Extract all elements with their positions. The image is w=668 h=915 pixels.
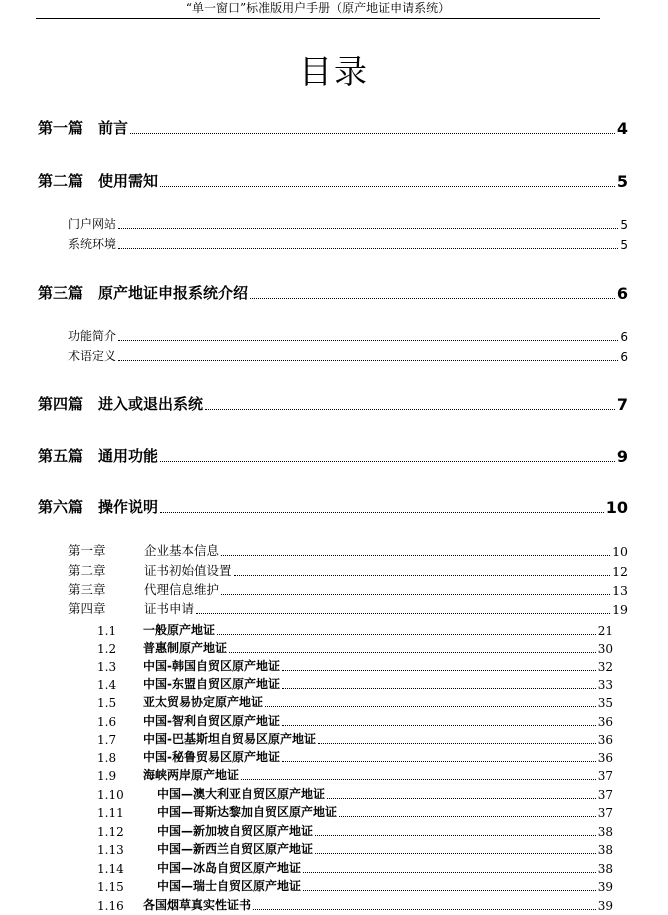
- item-title: 中国-智利自贸区原产地证: [143, 714, 280, 728]
- toc-item[interactable]: [97, 860, 613, 876]
- toc-chapter-3[interactable]: [68, 582, 628, 598]
- page-number: 39: [597, 880, 613, 894]
- dot-leader: [282, 688, 596, 689]
- page-number: 5: [620, 218, 628, 232]
- page-number: 37: [597, 788, 613, 802]
- dot-leader: [318, 743, 596, 744]
- toc-item[interactable]: [97, 731, 613, 747]
- item-number: 1.9: [97, 769, 117, 783]
- page-number: 37: [597, 769, 613, 783]
- item-title: 中国—澳大利亚自贸区原产地证: [157, 787, 326, 801]
- part-label: 第六篇: [38, 498, 84, 516]
- section-title: 系统环境: [68, 237, 117, 251]
- page-number: 35: [597, 696, 613, 710]
- dot-leader: [118, 248, 618, 249]
- dot-leader: [250, 298, 615, 299]
- dot-leader: [327, 798, 596, 799]
- dot-leader: [303, 872, 596, 873]
- page-number: 36: [597, 715, 613, 729]
- item-number: 1.10: [97, 788, 124, 802]
- dot-leader: [315, 835, 596, 836]
- part-label: 第三篇: [38, 284, 84, 302]
- page-number: 9: [616, 447, 628, 466]
- toc-item[interactable]: [97, 622, 613, 638]
- toc-part-3[interactable]: [38, 283, 628, 303]
- dot-leader: [130, 133, 615, 134]
- chapter-label: 第一章: [68, 543, 106, 558]
- item-title: 中国-巴基斯坦自贸易区原产地证: [143, 732, 316, 746]
- toc-item[interactable]: [97, 804, 613, 820]
- section-title: 术语定义: [68, 349, 117, 363]
- toc-chapter-2[interactable]: [68, 563, 628, 579]
- item-number: 1.2: [97, 642, 117, 656]
- dot-leader: [234, 575, 611, 576]
- page-number: 6: [620, 330, 628, 344]
- toc-item[interactable]: [97, 767, 613, 783]
- page-number: 10: [605, 498, 628, 517]
- toc-section-4[interactable]: [68, 348, 628, 364]
- item-number: 1.14: [97, 862, 124, 876]
- toc-item[interactable]: [97, 897, 613, 913]
- page-number: 7: [616, 395, 628, 414]
- dot-leader: [221, 594, 610, 595]
- page-number: 4: [616, 119, 628, 138]
- toc-item[interactable]: [97, 640, 613, 656]
- toc-section-1[interactable]: [68, 216, 628, 232]
- chapter-label: 第三章: [68, 582, 106, 597]
- toc-part-2[interactable]: [38, 171, 628, 191]
- item-number: 1.5: [97, 696, 117, 710]
- item-title: 亚太贸易协定原产地证: [143, 695, 264, 709]
- item-title: 中国-东盟自贸区原产地证: [143, 677, 280, 691]
- item-title: 海峡两岸原产地证: [143, 768, 240, 782]
- chapter-title: 代理信息维护: [144, 582, 220, 597]
- part-title: 使用需知: [98, 172, 159, 190]
- page-number: 33: [597, 678, 613, 692]
- toc-item[interactable]: [97, 786, 613, 802]
- item-title: 中国—冰岛自贸区原产地证: [157, 861, 302, 875]
- dot-leader: [241, 779, 596, 780]
- part-label: 第二篇: [38, 172, 84, 190]
- toc-part-5[interactable]: [38, 446, 628, 466]
- dot-leader: [265, 706, 596, 707]
- toc-section-2[interactable]: [68, 236, 628, 252]
- page-number: 5: [620, 238, 628, 252]
- item-number: 1.6: [97, 715, 117, 729]
- part-title: 原产地证申报系统介绍: [98, 284, 249, 302]
- dot-leader: [118, 340, 618, 341]
- part-title: 通用功能: [98, 447, 159, 465]
- dot-leader: [160, 186, 615, 187]
- dot-leader: [282, 761, 596, 762]
- dot-leader: [339, 816, 596, 817]
- dot-leader: [315, 853, 596, 854]
- item-number: 1.12: [97, 825, 124, 839]
- toc-part-1[interactable]: [38, 118, 628, 138]
- item-title: 中国-秘鲁贸易区原产地证: [143, 750, 280, 764]
- dot-leader: [217, 634, 596, 635]
- page-number: 21: [597, 624, 613, 638]
- dot-leader: [196, 613, 610, 614]
- toc-item[interactable]: [97, 694, 613, 710]
- toc-item[interactable]: [97, 878, 613, 894]
- toc-item[interactable]: [97, 658, 613, 674]
- toc-item[interactable]: [97, 841, 613, 857]
- page-number: 32: [597, 660, 613, 674]
- chapter-title: 企业基本信息: [144, 543, 220, 558]
- toc-item[interactable]: [97, 676, 613, 692]
- dot-leader: [160, 461, 615, 462]
- page-number: 5: [616, 172, 628, 191]
- page-number: 6: [616, 284, 628, 303]
- chapter-title: 证书初始值设置: [144, 563, 232, 578]
- page-number: 36: [597, 733, 613, 747]
- part-title: 前言: [98, 119, 129, 137]
- toc-section-3[interactable]: [68, 328, 628, 344]
- chapter-label: 第四章: [68, 601, 106, 616]
- chapter-label: 第二章: [68, 563, 106, 578]
- page-number: 12: [612, 564, 628, 579]
- dot-leader: [160, 512, 604, 513]
- chapter-title: 证书申请: [144, 601, 195, 616]
- item-title: 各国烟草真实性证书: [143, 898, 252, 912]
- toc-item[interactable]: [97, 823, 613, 839]
- toc-part-6[interactable]: [38, 497, 628, 517]
- page-number: 38: [597, 862, 613, 876]
- item-number: 1.7: [97, 733, 117, 747]
- dot-leader: [253, 909, 596, 910]
- part-label: 第五篇: [38, 447, 84, 465]
- dot-leader: [229, 652, 596, 653]
- page-number: 10: [612, 544, 628, 559]
- item-title: 普惠制原产地证: [143, 641, 228, 655]
- dot-leader: [221, 555, 610, 556]
- item-title: 一般原产地证: [143, 623, 216, 637]
- page-number: 36: [597, 751, 613, 765]
- page-title: 目录: [299, 52, 369, 91]
- page-number: 19: [612, 602, 628, 617]
- section-title: 功能简介: [68, 329, 117, 343]
- page-number: 38: [597, 825, 613, 839]
- item-number: 1.16: [97, 899, 124, 913]
- item-title: 中国—新加坡自贸区原产地证: [157, 824, 314, 838]
- part-title: 进入或退出系统: [98, 395, 204, 413]
- toc-item[interactable]: [97, 749, 613, 765]
- dot-leader: [303, 890, 596, 891]
- item-number: 1.4: [97, 678, 117, 692]
- page-number: 6: [620, 350, 628, 364]
- dot-leader: [118, 228, 618, 229]
- item-number: 1.13: [97, 843, 124, 857]
- page-number: 13: [612, 583, 628, 598]
- part-label: 第一篇: [38, 119, 84, 137]
- part-title: 操作说明: [98, 498, 159, 516]
- item-number: 1.15: [97, 880, 124, 894]
- page-number: 30: [597, 642, 613, 656]
- section-title: 门户网站: [68, 217, 117, 231]
- toc-chapter-4[interactable]: [68, 601, 628, 617]
- item-number: 1.11: [97, 806, 124, 820]
- item-number: 1.1: [97, 624, 117, 638]
- item-title: 中国-韩国自贸区原产地证: [143, 659, 280, 673]
- item-title: 中国—哥斯达黎加自贸区原产地证: [157, 805, 338, 819]
- dot-leader: [118, 360, 618, 361]
- dot-leader: [282, 670, 596, 671]
- page-number: 38: [597, 843, 613, 857]
- page-header: “单一窗口”标准版用户手册（原产地证申请系统）: [36, 0, 600, 19]
- toc-part-4[interactable]: [38, 394, 628, 414]
- part-label: 第四篇: [38, 395, 84, 413]
- dot-leader: [205, 409, 615, 410]
- dot-leader: [282, 725, 596, 726]
- toc-item[interactable]: [97, 713, 613, 729]
- toc-chapter-1[interactable]: [68, 543, 628, 559]
- page-number: 37: [597, 806, 613, 820]
- item-title: 中国—新西兰自贸区原产地证: [157, 842, 314, 856]
- page-number: 39: [597, 899, 613, 913]
- item-number: 1.8: [97, 751, 117, 765]
- item-title: 中国—瑞士自贸区原产地证: [157, 879, 302, 893]
- item-number: 1.3: [97, 660, 117, 674]
